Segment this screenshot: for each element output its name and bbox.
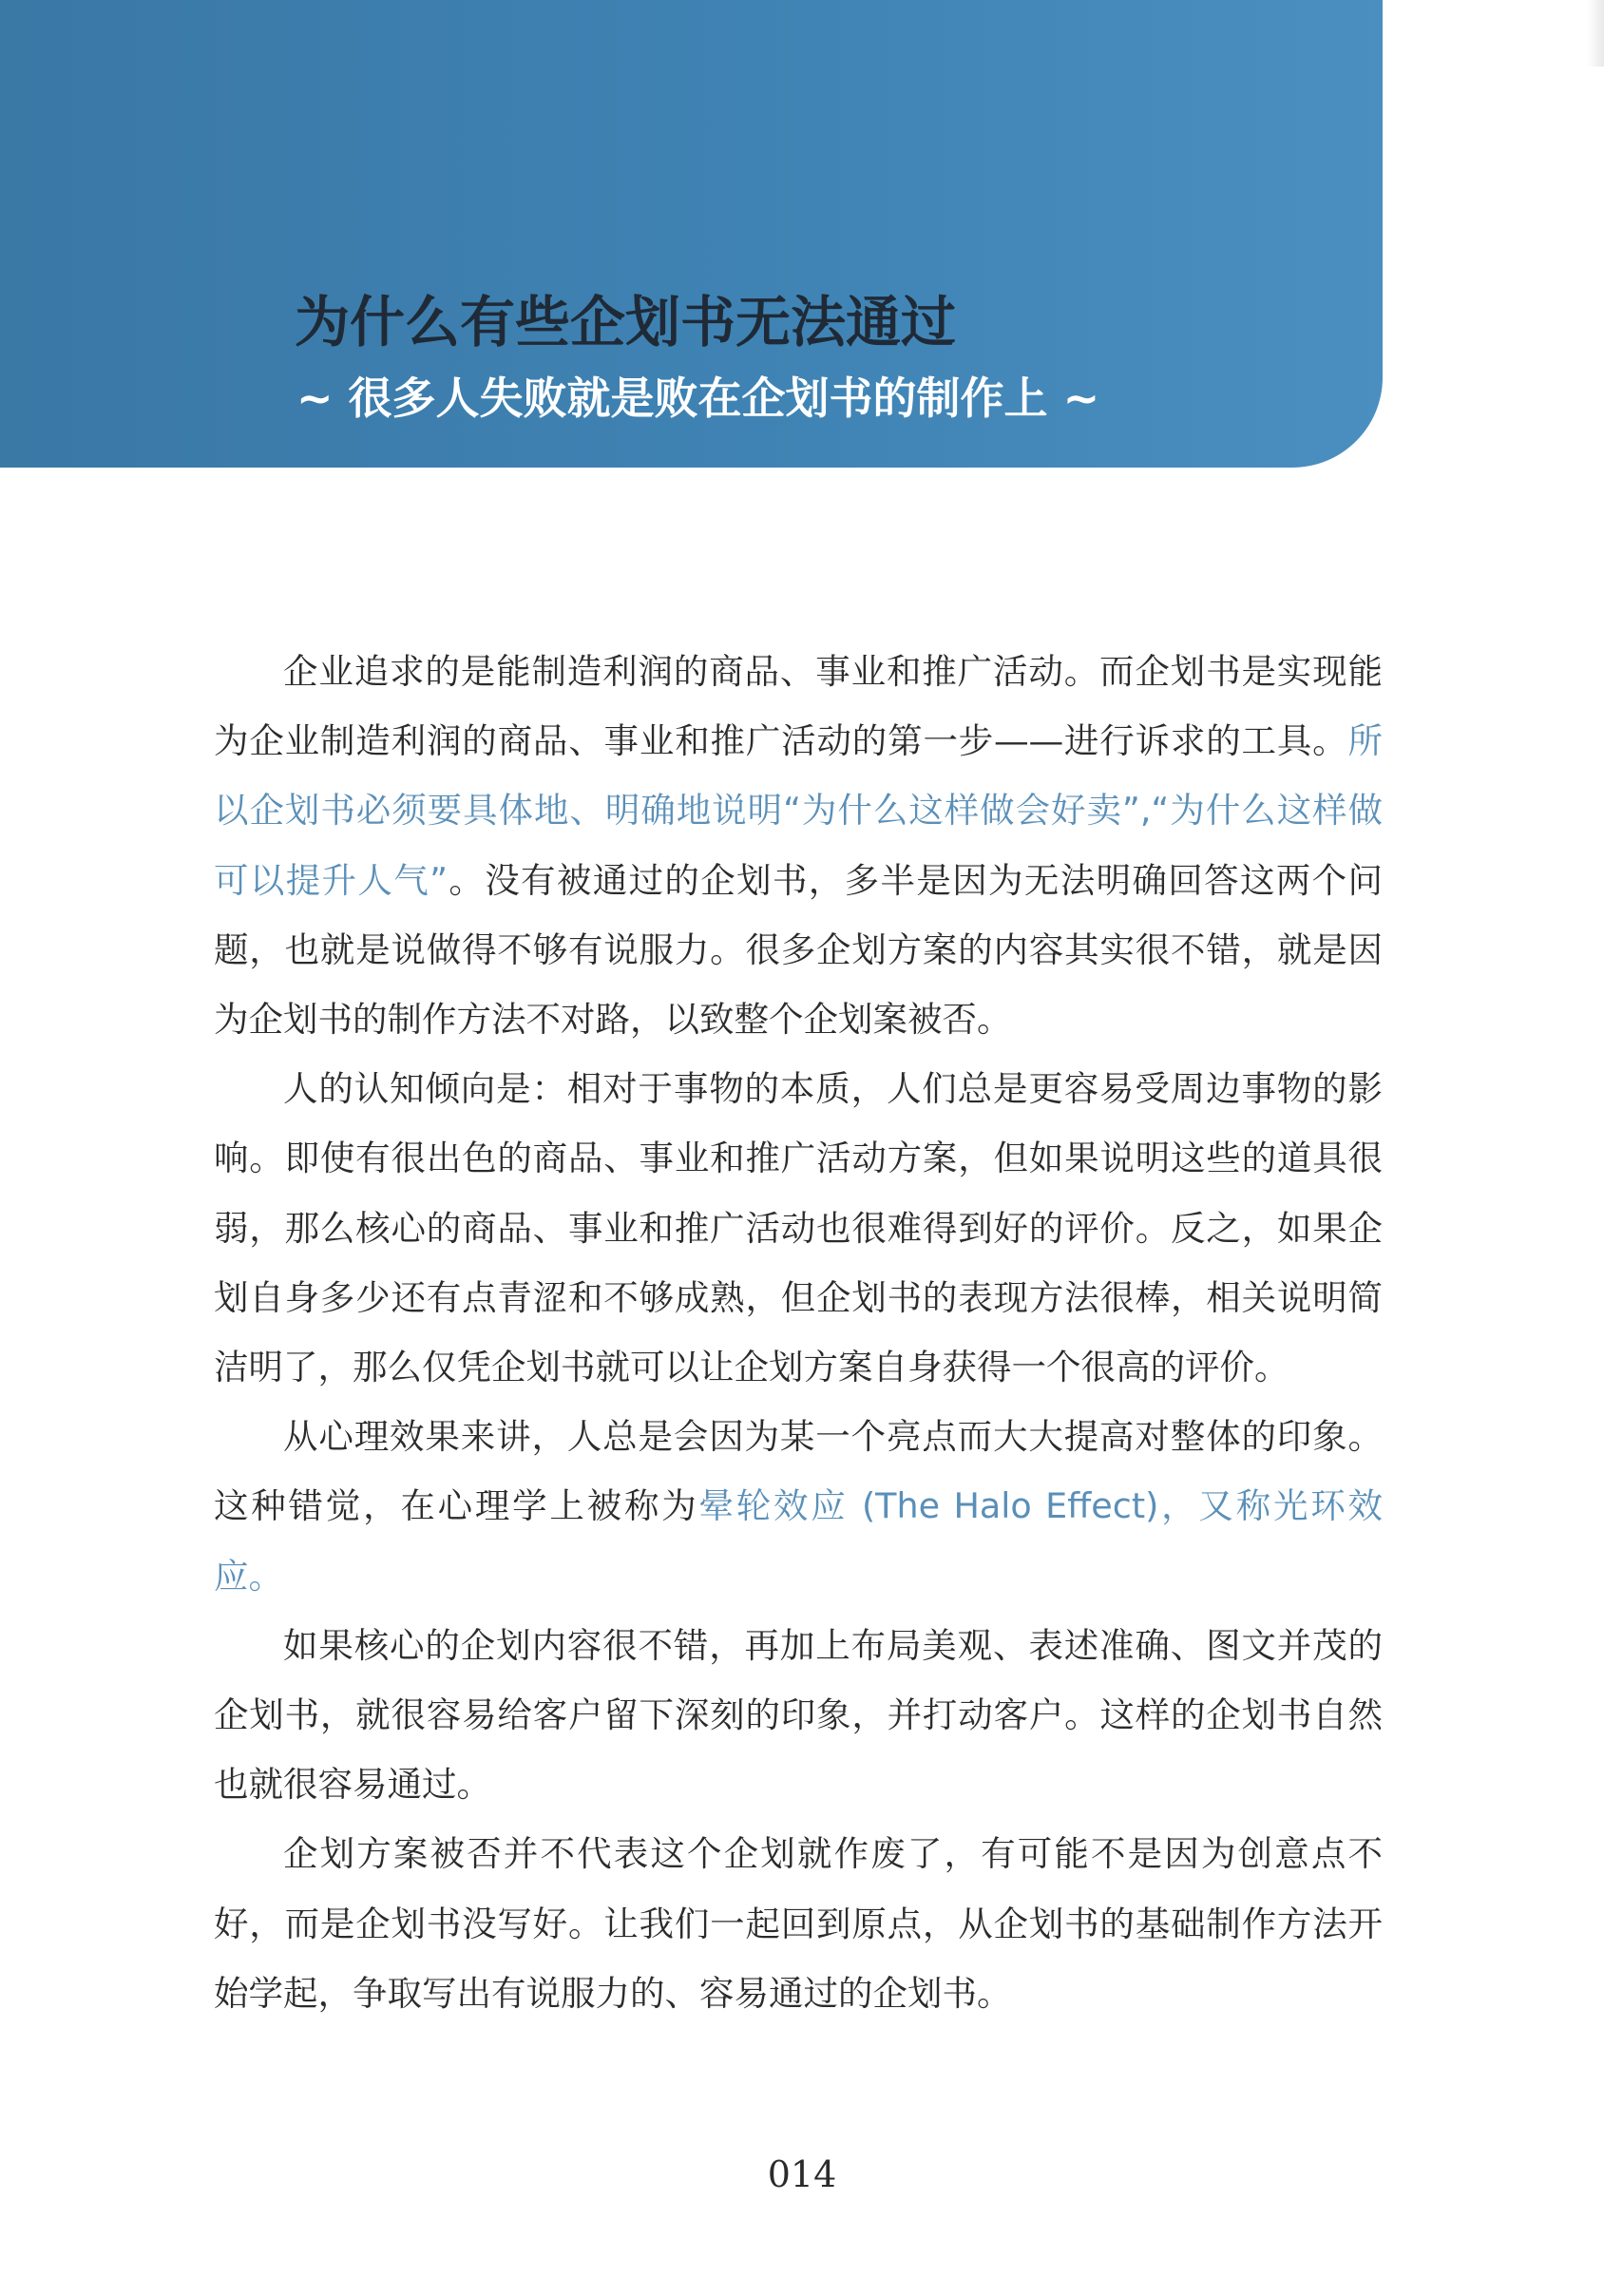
page-subtitle: ~ 很多人失败就是败在企划书的制作上 ~ — [296, 373, 1100, 424]
paragraph-text: 人的认知倾向是：相对于事物的本质，人们总是更容易受周边事物的影响。即使有很出色的商品、事业和推广活动方案，但如果说明这些的道具很弱，那么核心的商品、事业和推广活动也很难得到好的评价。反之，如果企划自身多少还有点青涩和不够成熟，但企划书的表现方法很棒，相关说明简洁明了，那么仅凭企划书就可以让企划方案自身获得一个很高的评价。 — [214, 1068, 1383, 1388]
page-edge-shadow — [1587, 0, 1604, 67]
paragraph-1 — [214, 637, 1383, 1054]
page-title: 为什么有些企划书无法通过 — [295, 290, 957, 354]
paragraph-text: 企业追求的是能制造利润的商品、事业和推广活动。而企划书是实现能为企业制造利润的商品、事业和推广活动的第一步——进行诉求的工具。 — [214, 651, 1383, 762]
page-number: 014 — [767, 2153, 837, 2195]
paragraph-2 — [214, 1054, 1383, 1402]
paragraph-text: 。没有被通过的企划书，多半是因为无法明确回答这两个问题，也就是说做得不够有说服力。很多企划方案的内容其实很不错，就是因为企划书的制作方法不对路，以致整个企划案被否。 — [214, 859, 1384, 1041]
paragraph-5 — [214, 1819, 1383, 2028]
body-text — [214, 637, 1383, 2028]
paragraph-3 — [214, 1402, 1383, 1611]
highlighted-text: 晕轮效应 (The Halo Effect)，又称光环效应。 — [214, 1485, 1383, 1597]
header-banner — [0, 0, 1383, 468]
paragraph-text: 企划方案被否并不代表这个企划就作废了，有可能不是因为创意点不好，而是企划书没写好。让我们一起回到原点，从企划书的基础制作方法开始学起，争取写出有说服力的、容易通过的企划书。 — [214, 1833, 1383, 2014]
paragraph-4 — [214, 1611, 1383, 1820]
highlighted-text: 所以企划书必须要具体地、明确地说明“为什么这样做会好卖”,“为什么这样做可以提升人气” — [214, 720, 1383, 901]
paragraph-text: 从心理效果来讲，人总是会因为某一个亮点而大大提高对整体的印象。这种错觉，在心理学上被称为 — [214, 1416, 1383, 1527]
paragraph-text: 如果核心的企划内容很不错，再加上布局美观、表述准确、图文并茂的企划书，就很容易给客户留下深刻的印象，并打动客户。这样的企划书自然也就很容易通过。 — [214, 1624, 1383, 1806]
